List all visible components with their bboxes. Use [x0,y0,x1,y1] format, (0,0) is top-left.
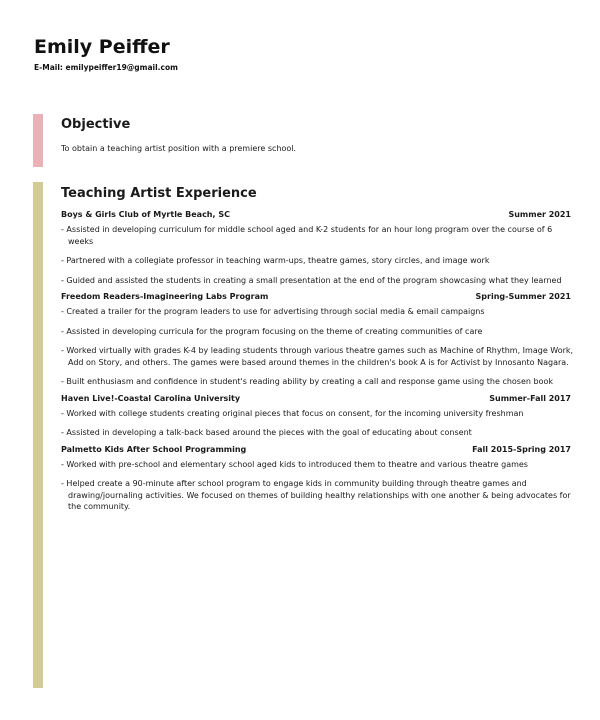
job-header [61,208,571,221]
job-organization: Palmetto Kids After School Programming [61,444,247,454]
job-organization: Freedom Readers-Imagineering Labs Program [61,292,269,301]
job-header [61,290,571,303]
job-date: Summer 2021 [508,210,571,219]
job-organization: Boys & Girls Club of Myrtle Beach, SC [61,210,230,219]
job-bullet: - Helped create a 90-minute after school program to engage kids in community building through theatre games and drawing/journaling activities. We focused on themes of building healthy relationships with one another & being advocates for the community. [61,479,571,511]
job-date: Fall 2015-Spring 2017 [472,444,571,454]
job-bullet: - Created a trailer for the program leaders to use for advertising through social media & email campaigns [61,307,485,316]
job-bullet: - Assisted in developing curriculum for middle school aged and K-2 students for an hour long program over the course of 6 weeks [61,225,553,246]
job-entry [61,290,574,388]
email-label: E-Mail: [34,63,63,72]
job-date: Summer-Fall 2017 [489,393,571,403]
job-bullet: - Assisted in developing a talk-back based around the pieces with the goal of educating about consent [61,428,472,437]
job-header [61,443,571,456]
experience-accent-bar [33,182,43,688]
job-bullet: - Worked with college students creating original pieces that focus on consent, for the incoming university freshman [61,408,524,418]
job-entry [61,392,571,439]
job-organization: Haven Live!-Coastal Carolina University [61,393,241,403]
job-entry [61,208,571,286]
objective-accent-bar [33,114,43,167]
job-bullet: - Guided and assisted the students in creating a small presentation at the end of the program showcasing what they learned [61,275,562,285]
job-date: Spring-Summer 2021 [475,292,571,301]
resume-name: Emily Peiffer [34,36,170,58]
job-entry [61,443,571,513]
objective-text: To obtain a teaching artist position with a premiere school. [61,144,297,153]
objective-heading: Objective [61,117,131,132]
job-bullet: - Built enthusiasm and confidence in student's reading ability by creating a call and response game using the chosen book [61,377,554,386]
job-bullet: - Partnered with a collegiate professor in teaching warm-ups, theatre games, story circles, and image work [61,256,490,265]
experience-heading: Teaching Artist Experience [61,186,257,201]
experience-list [61,208,574,517]
job-bullet: - Worked virtually with grades K-4 by leading students through various theatre games such as Machine of Rhythm, Image Work, Add on Story, and others. The games were based around themes in the children's book A is for Activist by Innosanto Nagara. [61,346,574,367]
job-header [61,392,571,405]
contact-line [34,63,178,72]
email-address[interactable]: emilypeiffer19@gmail.com [65,63,178,72]
job-bullet: - Assisted in developing curricula for the program focusing on the theme of creating communities of care [61,326,483,336]
job-bullet: - Worked with pre-school and elementary school aged kids to introduced them to theatre and various theatre games [61,459,528,469]
